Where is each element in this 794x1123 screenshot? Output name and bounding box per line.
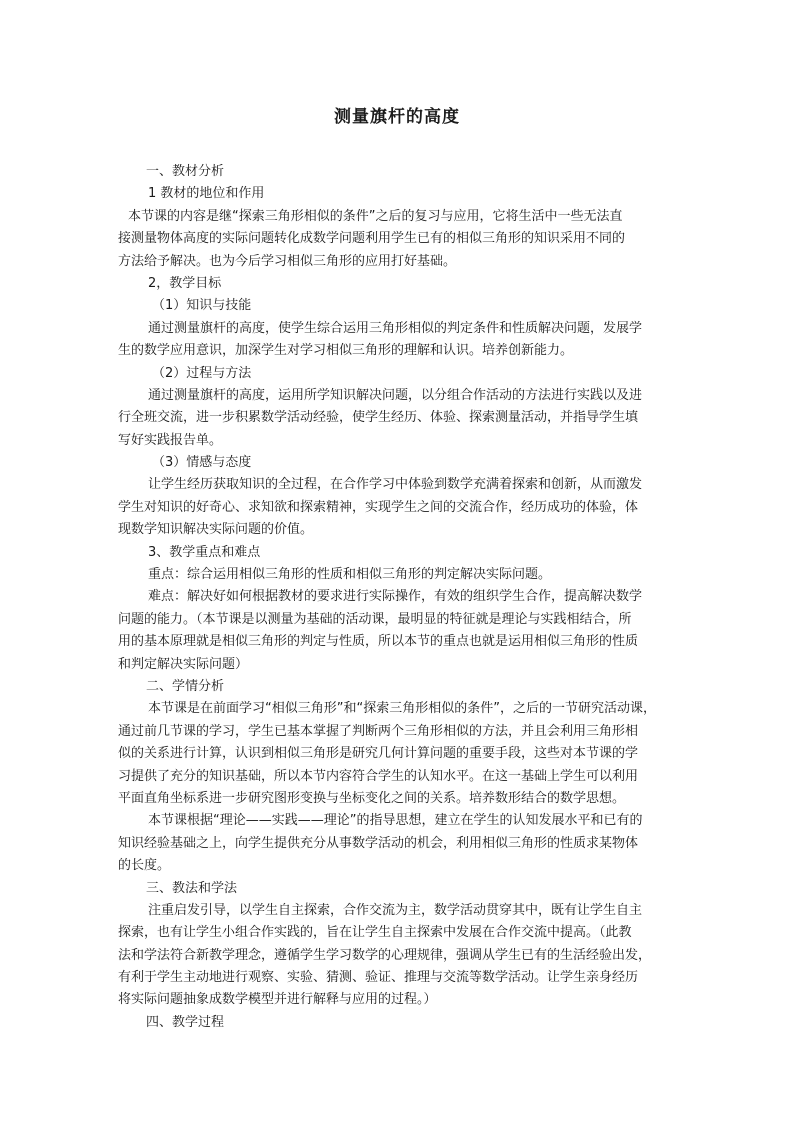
paragraph-line: 通过测量旗杆的高度，运用所学知识解决问题，以分组合作活动的方法进行实践以及进	[148, 387, 643, 403]
subsection-heading: （3）情感与态度	[152, 455, 252, 471]
paragraph-line: 重点：综合运用相似三角形的性质和相似三角形的判定解决实际问题。	[148, 567, 552, 583]
paragraph-line: 写好实践报告单。	[118, 432, 223, 448]
paragraph-line: 方法给予解决。也为今后学习相似三角形的应用打好基础。	[118, 253, 457, 269]
paragraph-line: 本节课根据“理论——实践——理论”的指导思想，建立在学生的认知发展水平和已有的	[148, 813, 643, 829]
paragraph-line: 通过前几节课的学习，学生已基本掌握了判断两个三角形相似的方法，并且会利用三角形相	[118, 723, 639, 739]
document-title: 测量旗杆的高度	[334, 107, 460, 127]
paragraph-line: 和判定解决实际问题）	[118, 656, 249, 672]
document-body	[118, 161, 678, 1034]
paragraph-line: 的长度。	[118, 858, 171, 874]
paragraph-line: 行全班交流，进一步积累数学活动经验，使学生经历、体验、探索测量活动，并指导学生填	[118, 410, 639, 426]
subsection-heading: 1 教材的地位和作用	[148, 186, 265, 202]
subsection-heading: （2）过程与方法	[152, 365, 252, 381]
paragraph-line: 学生对知识的好奇心、求知欲和探索精神，实现学生之间的交流合作，经历成功的体验，体	[118, 499, 639, 515]
paragraph-line: 习提供了充分的知识基础，所以本节内容符合学生的认知水平。在这一基础上学生可以利用	[118, 768, 639, 784]
subsection-heading: 2，教学目标	[148, 275, 222, 291]
paragraph-line: 现数学知识解决实际问题的价值。	[118, 522, 314, 538]
paragraph-line: 注重启发引导，以学生自主探索，合作交流为主，数学活动贯穿其中，既有让学生自主	[148, 902, 643, 918]
section-heading-3: 三、教法和学法	[146, 880, 238, 896]
paragraph-line: 知识经验基础之上，向学生提供充分从事数学活动的机会，利用相似三角形的性质求某物体	[118, 835, 639, 851]
section-heading-2: 二、学情分析	[146, 678, 225, 694]
subsection-heading: 3、教学重点和难点	[148, 544, 261, 560]
paragraph-line: 将实际问题抽象成数学模型并进行解释与应用的过程。）	[118, 992, 437, 1008]
section-heading-4: 四、教学过程	[146, 1014, 225, 1030]
subsection-heading: （1）知识与技能	[152, 298, 252, 314]
paragraph-line: 生的数学应用意识，加深学生对学习相似三角形的理解和认识。培养创新能力。	[118, 343, 574, 359]
paragraph-line: 平面直角坐标系进一步研究图形变换与坐标变化之间的关系。培养数形结合的数学思想。	[118, 790, 626, 806]
paragraph-line: 用的基本原理就是相似三角形的判定与性质，所以本节的重点也就是运用相似三角形的性质	[118, 634, 639, 650]
paragraph-line: 似的关系进行计算，认识到相似三角形是研究几何计算问题的重要手段，这些对本节课的学	[118, 746, 639, 762]
paragraph-line: 探索，也有让学生小组合作实践的，旨在让学生自主探索中发展在合作交流中提高。（此教	[118, 925, 632, 941]
paragraph-line: 难点：解决好如何根据教材的要求进行实际操作，有效的组织学生合作，提高解决数学	[148, 589, 643, 605]
paragraph-line: 有利于学生主动地进行观察、实验、猜测、验证、推理与交流等数学活动。让学生亲身经历	[118, 970, 639, 986]
paragraph-line: 接测量物体高度的实际问题转化成数学问题利用学生已有的相似三角形的知识采用不同的	[118, 231, 626, 247]
paragraph-line: 通过测量旗杆的高度，使学生综合运用三角形相似的判定条件和性质解决问题，发展学	[148, 320, 643, 336]
paragraph-line: 问题的能力。（本节课是以测量为基础的活动课，最明显的特征就是理论与实践相结合，所	[118, 611, 632, 627]
paragraph-line: 让学生经历获取知识的全过程，在合作学习中体验到数学充满着探索和创新，从而激发	[148, 477, 643, 493]
paragraph-line: 本节课的内容是继“探索三角形相似的条件”之后的复习与应用，它将生活中一些无法直	[128, 208, 623, 224]
section-heading-1: 一、教材分析	[146, 164, 225, 179]
paragraph-line: 法和学法符合新教学理念，遵循学生学习数学的心理规律，强调从学生已有的生活经验出发，	[118, 947, 652, 963]
paragraph-line: 本节课是在前面学习“相似三角形”和“探索三角形相似的条件”，之后的一节研究活动课，	[148, 701, 656, 717]
